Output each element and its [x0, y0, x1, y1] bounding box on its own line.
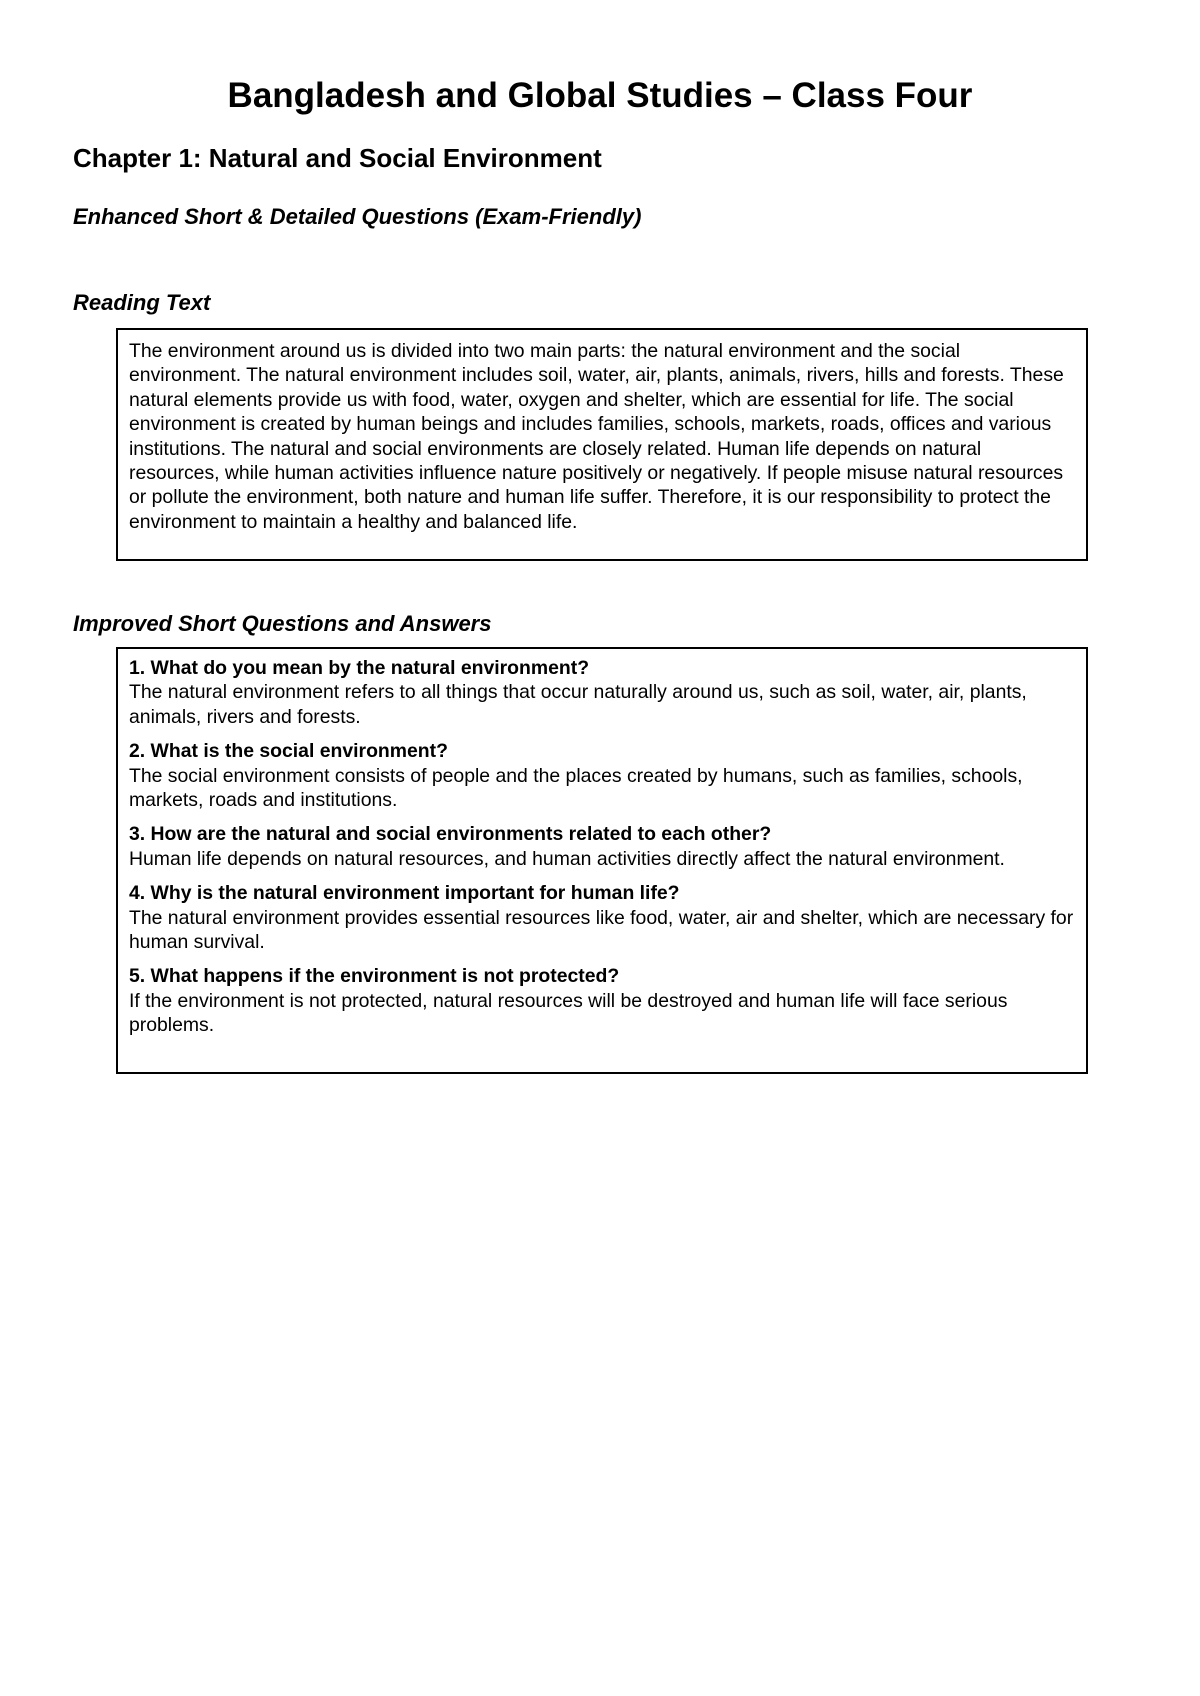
- chapter-title: Chapter 1: Natural and Social Environment: [73, 143, 602, 173]
- qa-item: [129, 964, 1075, 1037]
- qa-answer: Human life depends on natural resources, and human activities directly affect the natural environment.: [129, 847, 1005, 870]
- reading-text-body: The environment around us is divided into two main parts: the natural environment and the social environment. The natural environment includes soil, water, air, plants, animals, rivers, hills and forests. These natural elements provide us with food, water, oxygen and shelter, which are essential for life. The social environment is created by human beings and includes families, schools, markets, roads, offices and various institutions. The natural and social environments are closely related. Human life depends on natural resources, while human activities influence nature positively or negatively. If people misuse natural resources or pollute the environment, both nature and human life suffer. Therefore, it is our responsibility to protect the environment to maintain a healthy and balanced life.: [129, 340, 1064, 533]
- qa-item: [129, 656, 1075, 729]
- qa-item: [129, 881, 1075, 954]
- qa-answer: The natural environment refers to all things that occur naturally around us, such as soil, water, air, plants, animals, rivers and forests.: [129, 681, 1027, 728]
- qa-question: 2. What is the social environment?: [129, 740, 448, 763]
- qa-question: 3. How are the natural and social environments related to each other?: [129, 823, 772, 846]
- document-title: Bangladesh and Global Studies – Class Four: [227, 76, 973, 115]
- short-qa-heading: Improved Short Questions and Answers: [73, 611, 492, 636]
- qa-answer: The social environment consists of people and the places created by humans, such as families, schools, markets, roads and institutions.: [129, 764, 1023, 812]
- qa-item: [129, 822, 1075, 871]
- short-qa-box: [116, 647, 1088, 1074]
- reading-text-box: [116, 328, 1088, 561]
- document-subtitle: Enhanced Short & Detailed Questions (Exam-Friendly): [73, 204, 642, 229]
- qa-question: 5. What happens if the environment is not protected?: [129, 965, 620, 988]
- qa-answer: If the environment is not protected, natural resources will be destroyed and human life will face serious problems.: [129, 989, 1008, 1037]
- qa-answer: The natural environment provides essential resources like food, water, air and shelter, which are necessary for human survival.: [129, 906, 1074, 954]
- qa-question: 4. Why is the natural environment important for human life?: [129, 882, 680, 905]
- qa-question: 1. What do you mean by the natural environment?: [129, 657, 590, 679]
- reading-text-heading: Reading Text: [73, 290, 211, 315]
- qa-item: [129, 739, 1075, 812]
